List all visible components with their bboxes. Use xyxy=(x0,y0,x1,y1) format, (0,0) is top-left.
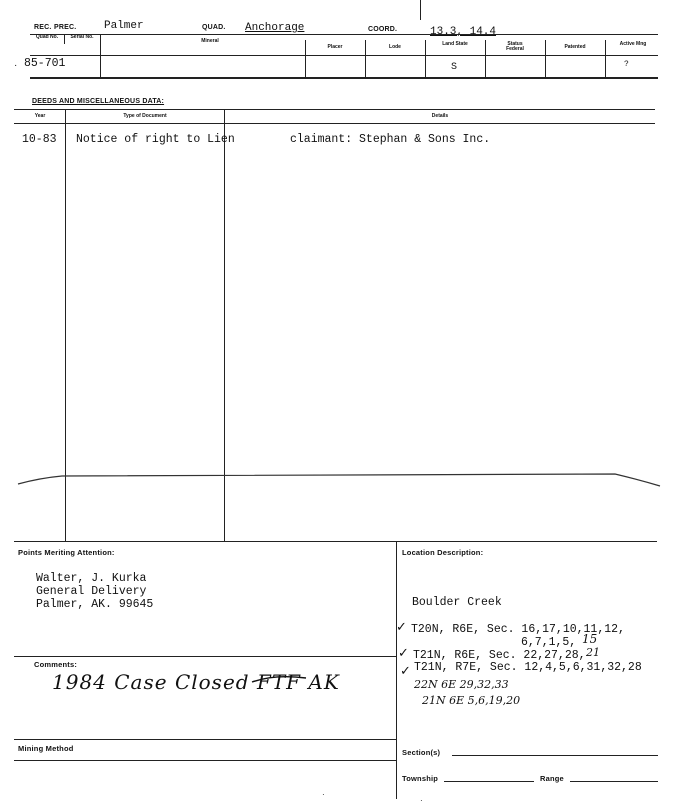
col-div-patented xyxy=(545,40,546,77)
col-placer: Placer xyxy=(327,44,343,50)
col-serial-no: Serial No. xyxy=(70,34,94,40)
col-div-active xyxy=(605,40,606,77)
points-line-3: Palmer, AK. 99645 xyxy=(36,598,154,611)
col-div-land xyxy=(425,40,426,77)
deeds-col-details: Details xyxy=(431,113,449,119)
deeds-col-type: Type of Document xyxy=(123,113,167,119)
col-quad-no: Quad No. xyxy=(35,34,59,40)
comments-handwritten: 1984 Case Closed FTF AK xyxy=(52,670,340,694)
top-divider xyxy=(420,0,421,20)
points-label: Points Meriting Attention: xyxy=(18,548,115,557)
row-mark: · xyxy=(14,60,18,71)
location-label: Location Description: xyxy=(402,548,484,557)
township-field[interactable] xyxy=(444,781,534,782)
lower-section-divider xyxy=(396,541,397,799)
col-active-mng: Active Mng xyxy=(619,41,647,47)
prec-value: Palmer xyxy=(104,20,144,32)
col-status-federal: Status Federal xyxy=(506,41,524,52)
check-mark-1: ✓ xyxy=(396,620,407,635)
location-line-1: T20N, R6E, Sec. 16,17,10,11,12, xyxy=(411,623,625,636)
header-table-mid xyxy=(30,55,658,56)
coord-value: 13.3, 14.4 xyxy=(430,26,497,38)
check-mark-3: ✓ xyxy=(400,664,411,679)
mining-method-label: Mining Method xyxy=(18,744,74,753)
township-label: Township xyxy=(402,774,439,783)
deeds-row-details: claimant: Stephan & Sons Inc. xyxy=(290,133,491,146)
location-hand-add-2: 21 xyxy=(586,646,600,659)
header-table-top xyxy=(30,34,658,35)
range-label: Range xyxy=(540,774,564,783)
comments-top-line xyxy=(14,656,396,657)
deeds-row-type: Notice of right to Lien xyxy=(76,133,235,146)
prec-label: PREC. xyxy=(54,24,77,31)
header-table-bottom xyxy=(30,77,658,79)
mining-bottom-line xyxy=(14,760,396,761)
active-mng-value: ? xyxy=(624,60,629,69)
lower-section-top xyxy=(14,541,657,542)
scan-speck: · xyxy=(420,796,423,805)
deeds-row-year: 10-83 xyxy=(22,133,57,146)
col-patented: Patented xyxy=(564,44,586,50)
location-line-2: 6,7,1,5, xyxy=(521,636,577,649)
col-mineral: Mineral xyxy=(201,38,219,44)
col-div-placer xyxy=(305,40,306,77)
col-lode: Lode xyxy=(389,44,401,50)
points-line-1: Walter, J. Kurka xyxy=(36,572,147,585)
points-line-2: General Delivery xyxy=(36,585,147,598)
location-place: Boulder Creek xyxy=(412,596,502,609)
comments-label: Comments: xyxy=(34,660,78,669)
location-hand-line-2: 21N 6E 5,6,19,20 xyxy=(422,694,521,707)
quad-value: Anchorage xyxy=(245,22,305,34)
col-div-lode xyxy=(365,40,366,77)
deeds-col-year: Year xyxy=(34,113,46,119)
quad-label: QUAD. xyxy=(202,24,226,31)
location-line-3: T21N, R6E, Sec. 22,27,28, xyxy=(413,649,586,662)
location-line-4: T21N, R7E, Sec. 12,4,5,6,31,32,28 xyxy=(414,661,642,674)
land-state-value: S xyxy=(451,62,458,73)
scan-speck: · xyxy=(322,790,325,799)
deeds-section-title: DEEDS AND MISCELLANEOUS DATA: xyxy=(32,98,165,105)
comments-underline-stroke xyxy=(250,672,310,686)
range-field[interactable] xyxy=(570,781,658,782)
location-hand-add-1: 15 xyxy=(582,632,598,646)
sections-label: Section(s) xyxy=(402,748,441,757)
rec-label: REC. xyxy=(34,24,52,31)
col-land-state: Land State xyxy=(442,41,468,47)
quad-serial-value: 85-701 xyxy=(24,57,66,70)
mining-top-line xyxy=(14,739,396,740)
check-mark-2: ✓ xyxy=(398,646,409,661)
sections-field[interactable] xyxy=(452,755,658,756)
coord-label: COORD. xyxy=(368,26,398,33)
fold-crease xyxy=(0,462,678,502)
deeds-table-header-bottom xyxy=(14,123,655,124)
location-hand-line-1: 22N 6E 29,32,33 xyxy=(414,678,509,691)
col-div-mineral xyxy=(100,34,101,77)
col-div-serial xyxy=(64,34,65,44)
col-div-status xyxy=(485,40,486,77)
deeds-table-top xyxy=(14,109,655,110)
